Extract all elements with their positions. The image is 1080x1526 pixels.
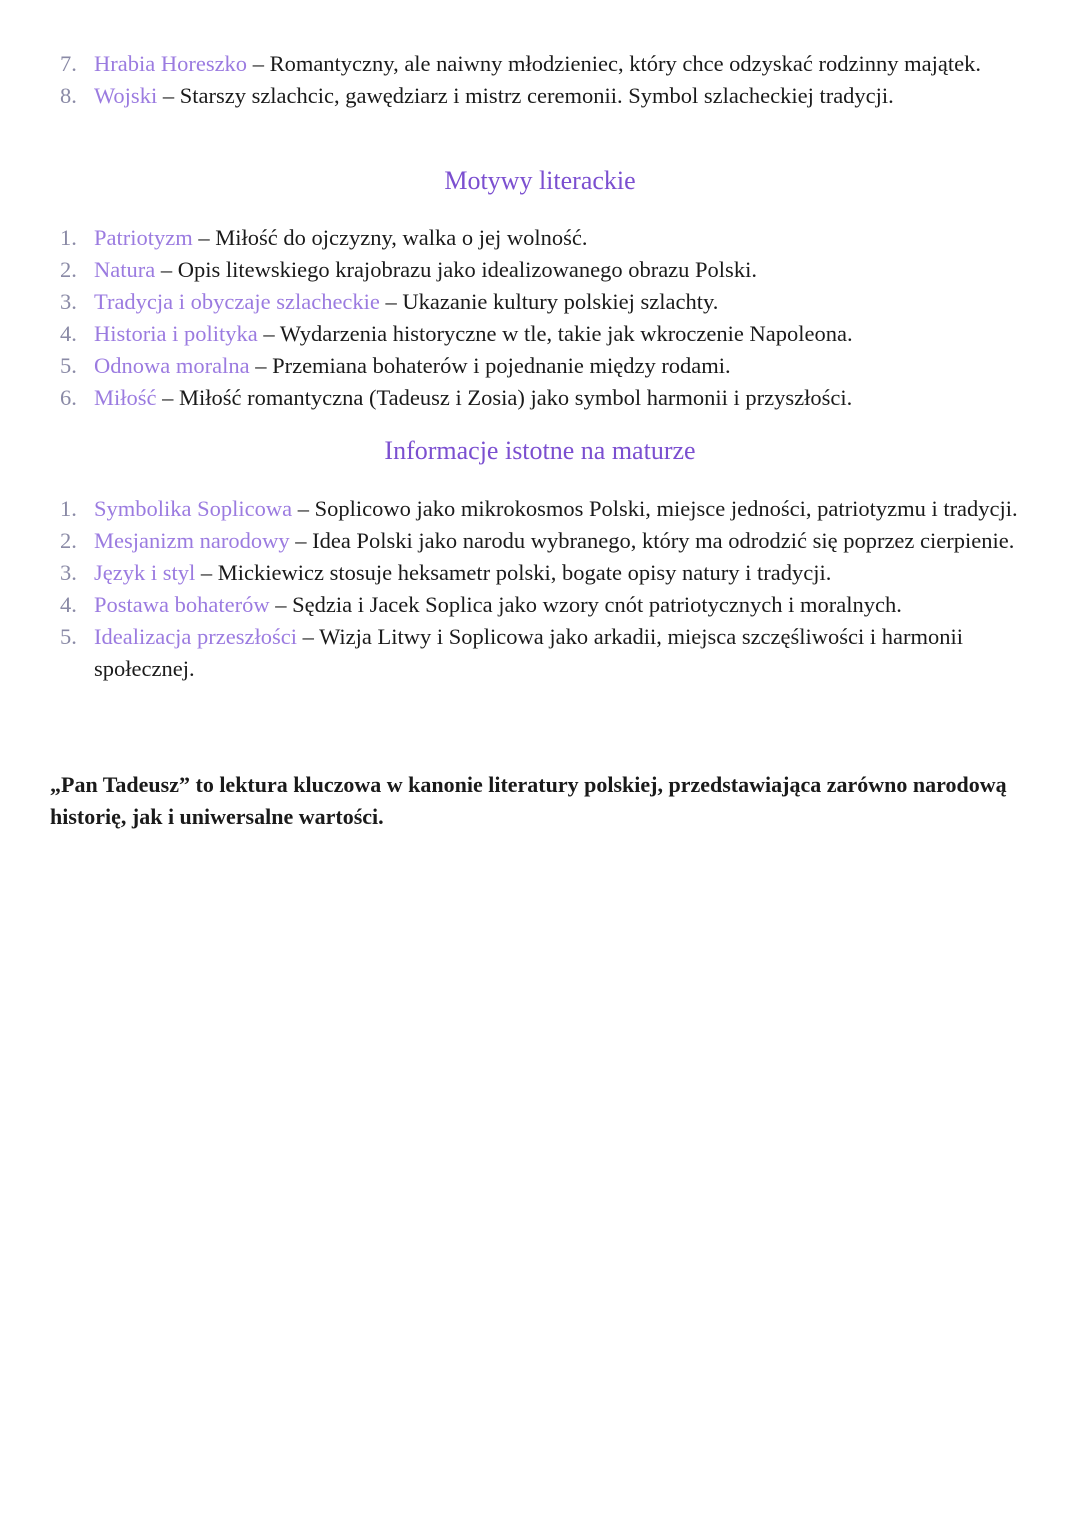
item-number: 8. xyxy=(60,83,77,108)
item-separator: – xyxy=(297,624,320,649)
item-number: 4. xyxy=(60,592,77,617)
item-text: Wydarzenia historyczne w tle, takie jak wkroczenie Napoleona. xyxy=(279,321,853,346)
item-separator: – xyxy=(192,225,216,250)
item-text: Wizja Litwy i Soplicowa jako arkadii, miejsca szczęśliwości i harmonii społecznej. xyxy=(94,624,964,681)
item-number: 6. xyxy=(60,385,77,410)
list-item xyxy=(50,254,1040,286)
list-item xyxy=(50,318,1040,350)
item-number: 1. xyxy=(60,496,77,521)
item-text: Miłość do ojczyzny, walka o jej wolność. xyxy=(215,225,588,250)
exam-list xyxy=(50,493,1040,685)
item-number: 2. xyxy=(60,528,77,553)
item-text: Opis litewskiego krajobrazu jako idealizowanego obrazu Polski. xyxy=(177,257,757,282)
item-separator: – xyxy=(156,385,180,410)
item-term: Hrabia Horeszko xyxy=(94,51,248,76)
item-number: 3. xyxy=(60,289,77,314)
item-term: Mesjanizm narodowy xyxy=(94,528,290,553)
item-term: Historia i polityka xyxy=(94,321,258,346)
item-number: 2. xyxy=(60,257,77,282)
item-term: Wojski xyxy=(94,83,158,108)
section-heading-exam: Informacje istotne na maturze xyxy=(384,436,696,465)
list-item xyxy=(50,493,1040,525)
list-item xyxy=(50,222,1040,254)
item-text: Starszy szlachcic, gawędziarz i mistrz ceremonii. Symbol szlacheckiej tradycji. xyxy=(179,83,894,108)
item-term: Miłość xyxy=(94,385,157,410)
list-item xyxy=(50,382,1040,414)
item-term: Język i styl xyxy=(94,560,196,585)
item-separator: – xyxy=(289,528,313,553)
motives-list xyxy=(50,222,1040,414)
item-separator: – xyxy=(247,51,270,76)
item-term: Symbolika Soplicowa xyxy=(94,496,293,521)
list-item xyxy=(50,589,1040,621)
item-text: Idea Polski jako narodu wybranego, który ma odrodzić się poprzez cierpienie. xyxy=(312,528,1015,553)
item-text: Ukazanie kultury polskiej szlachty. xyxy=(402,289,719,314)
list-item xyxy=(50,525,1040,557)
item-number: 5. xyxy=(60,353,77,378)
item-separator: – xyxy=(257,321,280,346)
item-text: Sędzia i Jacek Soplica jako wzory cnót patriotycznych i moralnych. xyxy=(292,592,902,617)
characters-list xyxy=(50,48,1040,112)
list-item xyxy=(50,350,1040,382)
item-number: 1. xyxy=(60,225,77,250)
item-text: Przemiana bohaterów i pojednanie między rodami. xyxy=(272,353,731,378)
item-separator: – xyxy=(379,289,403,314)
item-number: 5. xyxy=(60,624,77,649)
list-item xyxy=(50,80,1040,112)
section-heading-motives: Motywy literackie xyxy=(444,166,636,195)
item-separator: – xyxy=(269,592,293,617)
summary-paragraph: „Pan Tadeusz” to lektura kluczowa w kanonie literatury polskiej, przedstawiająca zarówno narodową historię, jak i uniwersalne wartości. xyxy=(50,772,1007,829)
item-separator: – xyxy=(157,83,180,108)
item-separator: – xyxy=(195,560,218,585)
item-text: Soplicowo jako mikrokosmos Polski, miejsce jedności, patriotyzmu i tradycji. xyxy=(314,496,1018,521)
item-separator: – xyxy=(155,257,178,282)
list-item xyxy=(50,48,1040,80)
item-term: Natura xyxy=(94,257,156,282)
item-term: Postawa bohaterów xyxy=(94,592,270,617)
list-item xyxy=(50,286,1040,318)
item-term: Idealizacja przeszłości xyxy=(94,624,297,649)
list-item xyxy=(50,557,1040,589)
item-text: Miłość romantyczna (Tadeusz i Zosia) jako symbol harmonii i przyszłości. xyxy=(179,385,853,410)
item-number: 3. xyxy=(60,560,77,585)
item-number: 4. xyxy=(60,321,77,346)
item-text: Romantyczny, ale naiwny młodzieniec, który chce odzyskać rodzinny majątek. xyxy=(269,51,981,76)
list-item xyxy=(50,621,1040,685)
item-separator: – xyxy=(292,496,315,521)
item-text: Mickiewicz stosuje heksametr polski, bogate opisy natury i tradycji. xyxy=(217,560,832,585)
item-term: Tradycja i obyczaje szlacheckie xyxy=(94,289,380,314)
item-term: Odnowa moralna xyxy=(94,353,250,378)
item-separator: – xyxy=(249,353,273,378)
item-term: Patriotyzm xyxy=(94,225,193,250)
item-number: 7. xyxy=(60,51,77,76)
